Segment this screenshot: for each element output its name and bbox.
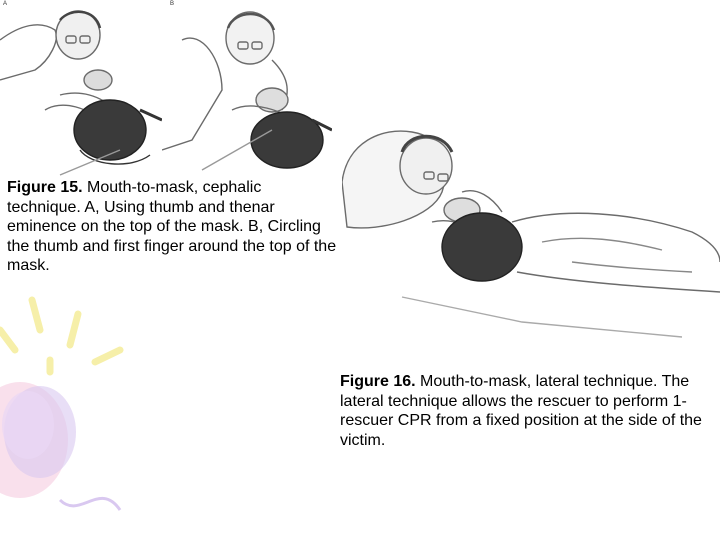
rescuer-thumb-thenar-illustration xyxy=(0,0,162,178)
figure-16-caption-text: Mouth-to-mask, lateral technique. The lateral technique allows the rescuer to perform 1-rescuer CPR from a fixed position at the side of the victim. xyxy=(340,373,702,449)
figure-16-label: Figure 16. xyxy=(340,373,416,390)
panel-b-label: B xyxy=(170,1,175,7)
figure-15-caption-text: Mouth-to-mask, cephalic technique. A, Using thumb and thenar eminence on the top of the mask. B, Circling the thumb and first finger around the top of the mask. xyxy=(7,179,337,274)
balloon-decoration xyxy=(0,382,76,498)
figure-15b-illustration xyxy=(162,0,332,178)
figure-15-label: Figure 15. xyxy=(7,179,83,196)
figure-16-illustration xyxy=(342,122,720,344)
rescuer-circling-thumb-illustration xyxy=(162,0,332,178)
lateral-technique-illustration xyxy=(342,122,720,344)
figure-15-caption xyxy=(7,178,337,276)
streamer-decoration xyxy=(60,498,120,510)
sun-rays-decoration xyxy=(0,300,120,372)
figure-16-caption xyxy=(340,372,718,450)
figure-15a-illustration xyxy=(0,0,162,178)
panel-a-label: A xyxy=(3,1,8,7)
